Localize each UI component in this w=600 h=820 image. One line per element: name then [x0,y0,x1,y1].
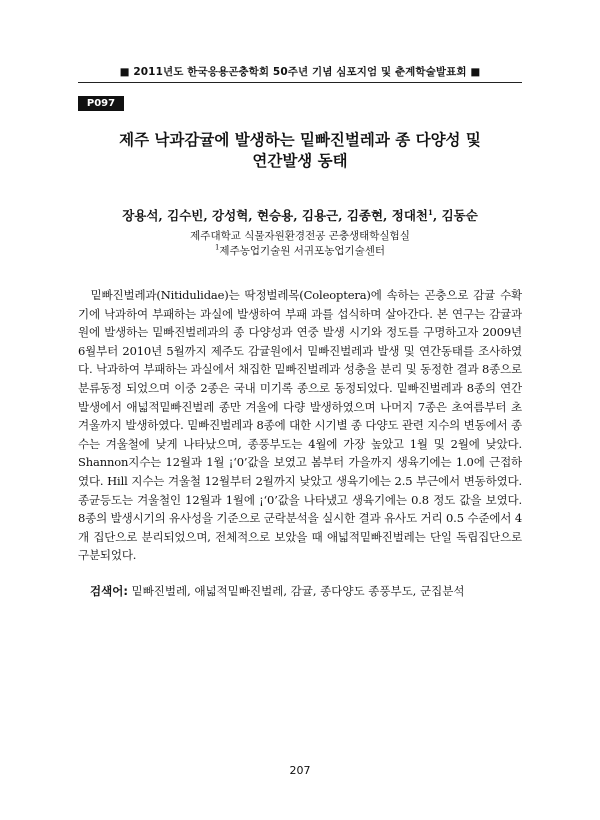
paper-title [78,130,522,172]
affiliation-1: 제주대학교 식물자원환경전공 곤충생태학실험실 [190,230,410,242]
keywords-label: 검색어: [90,584,128,598]
author-list [78,208,522,224]
running-header: ■ 2011년도 한국응용곤충학회 50주년 기념 심포지엄 및 춘계학술발표회 ■ [119,66,481,78]
affiliations [78,229,522,259]
author-affil-marker: 1 [428,207,433,217]
authors-main: 장용석, 김수빈, 강성혁, 현승용, 김용근, 김종현, 정대천 [122,208,428,223]
poster-code-badge: P097 [78,96,124,111]
page-number: 207 [289,764,311,777]
abstract-body: 밑빠진벌레과(Nitidulidae)는 딱정벌레목(Coleoptera)에 속하는 곤충으로 감귤 수확기에 낙과하여 부패하는 과실에 발생하여 부패 과를 섭식하며 살아간다. 본 연구는 감귤과원에 발생하는 밑빠진벌레과의 종 다양성과 연중 발생 시기와 정도를 구명하고자 2009년 6월부터 2010년 5월까지 제주도 감귤원에서 밑빠진벌레과 발생 및 연간동태를 조사하였다. 낙과하여 부패하는 과실에서 채집한 밑빠진벌레과 성충을 분리 및 동정한 결과 8종으로 분류동정 되었으며 이중 2종은 국내 미기록 종으로 동정되었다. 밑빠진벌레과 8종의 연간 발생에서 애넓적밑빠진벌레 종만 겨울에 다량 발생하였으며 나머지 7종은 초여름부터 초겨울까지 발생하였다. 밑빠진벌레과 8종에 대한 시기별 종 다양도 관련 지수의 변동에서 종수는 겨울철에 낮게 나타났으며, 종풍부도는 4월에 가장 높았고 1월 및 2월에 낮았다. Shannon지수는 12월과 1월 ¡‘0’값을 보였고 봄부터 가을까지 생육기에는 1.0에 근접하였다. Hill 지수는 겨울철 12월부터 2월까지 낮았고 생육기에는 2.5 부근에서 변동하였다. 종균등도는 겨울철인 12월과 1월에 ¡‘0’값을 나타냈고 생육기에는 0.8 정도 값을 보였다. 8종의 발생시기의 유사성을 기준으로 군락분석을 실시한 결과 유사도 거리 0.5 수준에서 4개 집단으로 분리되었으며, 전체적으로 보았을 때 애넓적밑빠진벌레는 단일 독립집단으로 구분되었다. [78,288,522,563]
title-line-1: 제주 낙과감귤에 발생하는 밑빠진벌레과 종 다양성 및 [119,131,481,149]
header-rule [78,82,522,83]
title-line-2: 연간발생 동태 [252,152,348,170]
keywords-text: 밑빠진벌레, 애넓적밑빠진벌레, 감귤, 종다양도 종풍부도, 군집분석 [131,584,465,598]
authors-last: , 김동순 [432,208,478,223]
affiliation-2 [78,244,522,259]
affiliation-2-marker: 1 [214,243,220,252]
affiliation-2-text: 제주농업기술원 서귀포농업기술센터 [219,245,386,257]
keywords [90,583,522,599]
